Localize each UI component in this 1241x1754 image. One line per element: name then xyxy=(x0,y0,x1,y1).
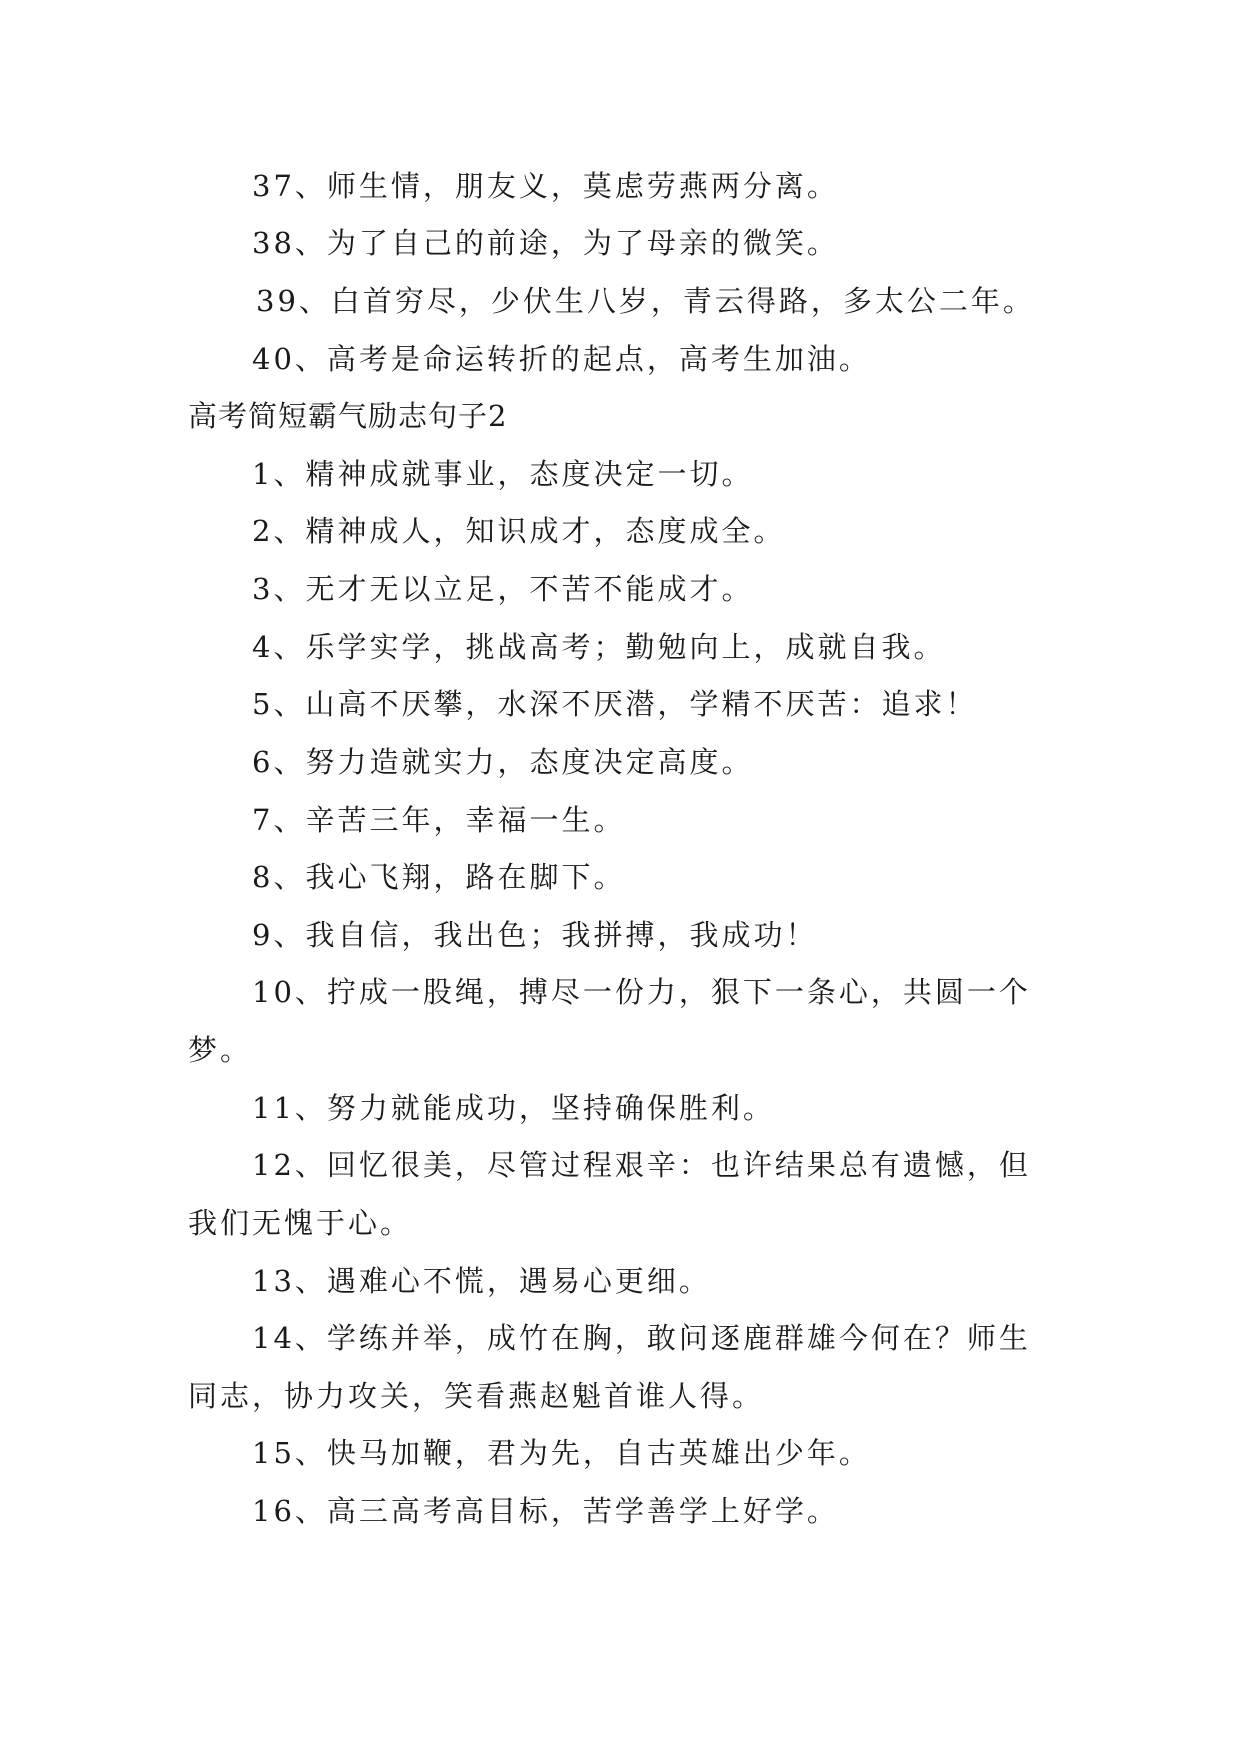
list-item: 9、我自信，我出色；我拼搏，我成功！ xyxy=(252,918,818,952)
list-item: 38、为了自己的前途，为了母亲的微笑。 xyxy=(252,226,839,260)
list-item: 8、我心飞翔，路在脚下。 xyxy=(252,860,626,894)
list-item-continuation: 我们无愧于心。 xyxy=(188,1206,413,1240)
list-item: 2、精神成人，知识成才，态度成全。 xyxy=(252,514,786,548)
list-item: 12、回忆很美，尽管过程艰辛：也许结果总有遗憾，但 xyxy=(252,1148,1031,1182)
list-item-continuation: 同志，协力攻关，笑看燕赵魁首谁人得。 xyxy=(188,1379,765,1413)
list-item: 16、高三高考高目标，苦学善学上好学。 xyxy=(252,1494,839,1528)
list-item: 39、白首穷尽，少伏生八岁，青云得路，多太公二年。 xyxy=(256,284,1035,318)
list-item: 7、辛苦三年，幸福一生。 xyxy=(252,803,626,837)
list-item: 37、师生情，朋友义，莫虑劳燕两分离。 xyxy=(252,169,839,203)
list-item: 5、山高不厌攀，水深不厌潜，学精不厌苦：追求！ xyxy=(252,687,978,721)
list-item: 4、乐学实学，挑战高考；勤勉向上，成就自我。 xyxy=(252,630,946,664)
list-item: 1、精神成就事业，态度决定一切。 xyxy=(252,457,754,491)
list-item: 40、高考是命运转折的起点，高考生加油。 xyxy=(252,342,871,376)
list-item: 6、努力造就实力，态度决定高度。 xyxy=(252,745,754,779)
section-heading: 高考简短霸气励志句子2 xyxy=(188,399,508,433)
list-item: 10、拧成一股绳，搏尽一份力，狠下一条心，共圆一个 xyxy=(252,975,1031,1009)
list-item: 15、快马加鞭，君为先，自古英雄出少年。 xyxy=(252,1436,871,1470)
list-item: 3、无才无以立足，不苦不能成才。 xyxy=(252,572,754,606)
list-item: 14、学练并举，成竹在胸，敢问逐鹿群雄今何在？师生 xyxy=(252,1321,1031,1355)
list-item-continuation: 梦。 xyxy=(188,1033,253,1067)
list-item: 13、遇难心不慌，遇易心更细。 xyxy=(252,1264,711,1298)
list-item: 11、努力就能成功，坚持确保胜利。 xyxy=(252,1091,775,1125)
